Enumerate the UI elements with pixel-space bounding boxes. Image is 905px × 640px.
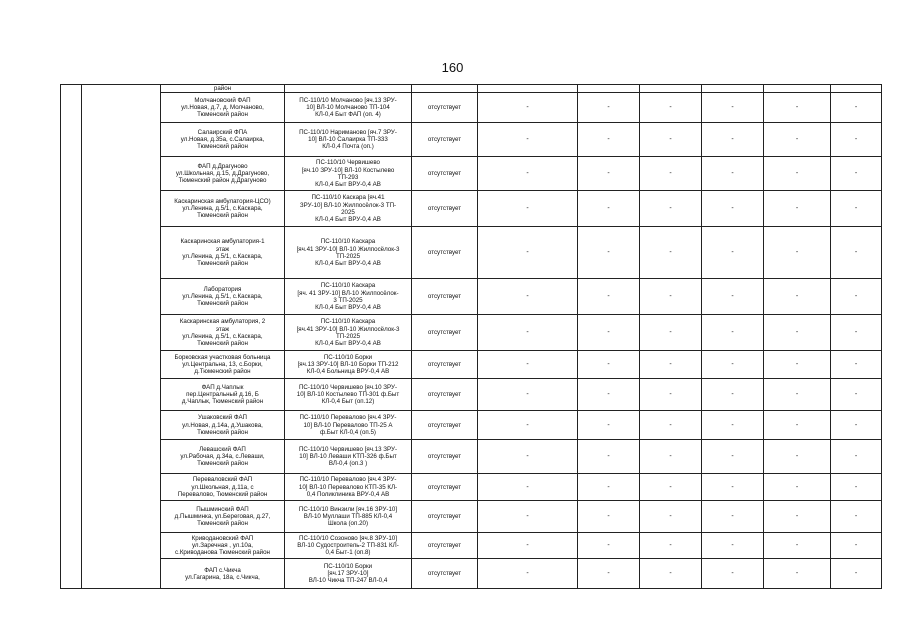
power-supply-cell [285,559,412,589]
facility-line: д.Тюменский район [194,368,251,376]
facility-line: Тюменский район д.Драгуново [178,177,267,185]
power-supply-line: 10] ВЛ-10 Перевалово ТП-25 А [303,421,393,429]
facility-line: Ушаковский ФАП [198,414,247,422]
value-cell: - [478,157,578,191]
value-cell: - [640,351,702,379]
table-row [61,279,882,315]
value-cell: - [764,379,831,411]
value-cell: - [831,191,882,227]
value-cell: - [640,191,702,227]
district-column-cell [82,85,161,589]
value-cell: - [831,379,882,411]
table-row [61,227,882,279]
facility-cell [161,157,285,191]
value-cell: - [578,315,640,351]
table-row [61,191,882,227]
power-supply-line: ПС-110/10 Каскара [яч.41 [311,194,385,202]
power-supply-cell [285,227,412,279]
facility-line: Тюменский район [197,212,248,220]
status-cell: отсутствует [412,191,478,227]
facility-cell [161,559,285,589]
facility-line: Переваловский ФАП [192,476,253,484]
value-cell: - [640,440,702,474]
facility-cell [161,123,285,157]
status-cell: отсутствует [412,379,478,411]
value-cell: - [578,157,640,191]
table-row [61,501,882,533]
value-cell: - [578,379,640,411]
value-cell: - [578,351,640,379]
facility-line: ФАП д.Драгуново [197,162,248,170]
status-cell: отсутствует [412,315,478,351]
facility-line: ул.Гагарина, 18а, с.Чикча, [185,573,260,581]
power-supply-cell [285,315,412,351]
facility-line: д.Пышминка, ул.Береговая, д.27, [174,513,271,521]
facility-line: Каскаринская амбулатория-1 [180,238,265,246]
power-supply-cell [285,123,412,157]
facility-line: Тюменский район [197,428,248,436]
value-cell: - [764,501,831,533]
table-row [61,559,882,589]
fragment-cell [764,85,831,93]
value-cell: - [764,559,831,589]
value-cell: - [640,157,702,191]
power-supply-line: ф.Быт КЛ-0,4 (оп.5) [320,428,376,436]
status-cell: отсутствует [412,227,478,279]
value-cell: - [578,93,640,123]
power-supply-line: ПС-110/10 Каскара [320,282,376,290]
facility-cell [161,351,285,379]
value-cell: - [764,474,831,501]
facility-line: ФАП с.Чикча [204,566,241,574]
fragment-cell [478,85,578,93]
fragment-cell [702,85,764,93]
facility-line: ул.Ленина, д.5/1, с.Каскара, [182,332,263,340]
value-cell: - [578,227,640,279]
fragment-cell [831,85,882,93]
status-cell: отсутствует [412,411,478,440]
power-supply-line: [яч.17 ЗРУ-10] [327,570,369,578]
status-cell: отсутствует [412,533,478,559]
value-cell: - [831,533,882,559]
facility-cell [161,191,285,227]
fragment-cell [412,85,478,93]
power-supply-cell [285,411,412,440]
power-supply-line: 10] ВЛ-10 Салаирка ТП-333 [308,136,388,144]
power-supply-line: 10] ВЛ-10 Костылево ТП-301 ф.Быт [296,391,400,399]
power-supply-line: 10] ВЛ-10 Молчаново ТП-104 [306,104,390,112]
facility-line: Тюменский район [197,300,248,308]
value-cell: - [640,93,702,123]
power-supply-line: КЛ-0,4 Быт (оп.12) [321,398,375,406]
facility-line: Молчановский ФАП [194,96,251,104]
value-cell: - [478,315,578,351]
value-cell: - [578,501,640,533]
facility-line: Тюменский район [197,111,248,119]
power-supply-line: КЛ-0,4 Быт ВРУ-0,4 АВ [315,259,381,267]
facility-cell [161,227,285,279]
power-supply-line: ПС-110/10 Созоново [яч.8 ЗРУ-10] [299,534,397,542]
power-supply-line: КЛ-0,4 Больница ВРУ-0,4 АВ [306,368,390,376]
page-number: 160 [441,60,464,75]
power-supply-line: ПС-110/10 Перевалово [яч.4 ЗРУ- [299,414,397,422]
status-cell: отсутствует [412,279,478,315]
table-row [61,474,882,501]
facility-line: Левашский ФАП [199,445,246,453]
power-supply-line: ПС-110/10 Борки [323,353,373,361]
table-row-fragment [61,85,882,93]
value-cell: - [831,279,882,315]
value-cell: - [764,123,831,157]
value-cell: - [702,93,764,123]
value-cell: - [578,279,640,315]
value-cell: - [478,191,578,227]
value-cell: - [640,379,702,411]
facility-line: Перевалово, Тюменский район [177,490,268,498]
facility-cell [161,279,285,315]
value-cell: - [640,123,702,157]
power-supply-line: КЛ-0,4 Быт ВРУ-0,4 АВ [315,215,381,223]
power-supply-line: ЗРУ-10] ВЛ-10 Жилпосёлок-3 ТП- [299,201,397,209]
power-supply-line: 3 ТП-2025 [333,296,363,304]
power-supply-line: [яч.13 ЗРУ-10] ВЛ-10 Борки ТП-212 [297,361,399,369]
power-supply-line: 0,4 Поликлиника ВРУ-0,4 АВ [306,490,390,498]
value-cell: - [702,559,764,589]
power-supply-line: [яч.41 ЗРУ-10] ВЛ-10 Жилпосёлок-3 [296,245,400,253]
value-cell: - [578,559,640,589]
value-cell: - [578,533,640,559]
value-cell: - [764,533,831,559]
facility-line: ул.Рабочая, д.34а, с.Леваши, [180,453,265,461]
value-cell: - [640,474,702,501]
value-cell: - [578,123,640,157]
power-supply-line: КЛ-0,4 Быт ВРУ-0,4 АВ [315,339,381,347]
power-supply-cell [285,440,412,474]
value-cell: - [831,474,882,501]
power-supply-line: [яч.41 ЗРУ-10] ВЛ-10 Жилпосёлок-3 [296,325,400,333]
value-cell: - [702,533,764,559]
facility-line: Тюменский район [197,460,248,468]
power-supply-line: ПС-110/10 Червишево [яч.10 ЗРУ- [298,383,398,391]
power-supply-cell [285,474,412,501]
table-row [61,315,882,351]
value-cell: - [831,351,882,379]
value-cell: - [478,279,578,315]
value-cell: - [702,315,764,351]
fragment-cell [640,85,702,93]
value-cell: - [578,474,640,501]
value-cell: - [478,559,578,589]
facility-line: ФАП д.Чаплык [201,383,244,391]
value-cell: - [764,227,831,279]
power-supply-cell [285,191,412,227]
facility-line: пер.Центральный д.16, Б [186,391,259,399]
power-supply-line: ПС-110/10 Молчаново [яч.13 ЗРУ- [299,96,397,104]
facility-line: Каскаринская амбулатория, 2 [179,318,266,326]
facility-line: ул.Новая, д.14а, д.Ушакова, [182,421,263,429]
facility-cell [161,93,285,123]
table-row [61,379,882,411]
facility-line: этаж [215,325,230,333]
power-supply-line: КЛ-0,4 Быт ВРУ-0,4 АВ [315,303,381,311]
power-supply-line: ПС-110/10 Червишево [316,159,380,167]
facility-line: ул.Ленина, д.5/1, с.Каскара, [182,252,263,260]
value-cell: - [831,559,882,589]
value-cell: - [702,501,764,533]
power-supply-line: ВЛ-0,4 (оп.3 ) [328,460,368,468]
value-cell: - [831,411,882,440]
value-cell: - [478,123,578,157]
value-cell: - [578,440,640,474]
table-row [61,411,882,440]
status-cell: отсутствует [412,474,478,501]
facility-cell [161,315,285,351]
value-cell: - [578,411,640,440]
facility-cell [161,379,285,411]
facility-line: Салаирский ФПА [197,128,248,136]
facility-line: Борковская участковая больница [174,353,271,361]
value-cell: - [702,279,764,315]
power-supply-cell [285,379,412,411]
table-row [61,123,882,157]
facility-fragment-cell: район [161,85,285,93]
fragment-cell [285,85,412,93]
value-cell: - [831,227,882,279]
facility-line: Пышминский ФАП [196,505,249,513]
status-cell: отсутствует [412,351,478,379]
facility-line: Тюменский район [197,520,248,528]
power-supply-line: ТП-293 [337,173,359,181]
power-supply-cell [285,157,412,191]
value-cell: - [478,93,578,123]
status-cell: отсутствует [412,440,478,474]
value-cell: - [702,351,764,379]
facility-line: ул.Новая, д.35а, с.Салаирка, [180,136,265,144]
facility-line: Тюменский район [197,143,248,151]
value-cell: - [764,279,831,315]
value-cell: - [478,351,578,379]
power-supply-line: ВЛ-10 Чикча ТП-247 ВЛ-0,4 [308,577,388,585]
power-supply-line: КЛ-0,4 Быт ФАП (оп. 4) [315,111,381,119]
facility-line: этаж [215,245,230,253]
facility-line: ул.Школьная, д.15, д.Драгуново, [175,170,270,178]
facility-line: Лаборатория [203,285,242,293]
facility-cell [161,501,285,533]
facility-line: д.Чаплык, Тюменский район [181,398,264,406]
value-cell: - [764,411,831,440]
value-cell: - [764,440,831,474]
value-cell: - [702,440,764,474]
power-supply-cell [285,501,412,533]
facility-cell [161,474,285,501]
table-row [61,157,882,191]
value-cell: - [831,315,882,351]
table-row [61,533,882,559]
power-supply-line: ПС-110/10 Нариманово [яч.7 ЗРУ- [299,128,397,136]
facility-line: Тюменский район [197,339,248,347]
value-cell: - [640,411,702,440]
facility-line: Криводановский ФАП [191,534,254,542]
power-supply-cell [285,351,412,379]
value-cell: - [478,440,578,474]
value-cell: - [478,411,578,440]
table-row [61,440,882,474]
value-cell: - [640,315,702,351]
power-supply-line: 10] ВЛ-10 Леваши КТП-326 ф.Быт [299,453,397,461]
power-supply-line: [яч.10 ЗРУ-10] ВЛ-10 Костылево [301,166,395,174]
value-cell: - [478,227,578,279]
facility-line: Тюменский район [197,259,248,267]
facility-cell [161,533,285,559]
power-supply-line: 2025 [341,208,355,216]
facility-cell [161,440,285,474]
value-cell: - [702,123,764,157]
table-row [61,351,882,379]
value-cell: - [640,559,702,589]
facility-line: ул.Ленина, д.5/1, с.Каскара, [182,293,263,301]
power-supply-line: ПС-110/10 Перевалово [яч.4 ЗРУ- [299,476,397,484]
power-supply-line: 0,4 Быт-1 (оп.8) [325,549,371,557]
power-supply-line: ПС-110/10 Каскара [320,318,376,326]
status-cell: отсутствует [412,157,478,191]
power-supply-cell [285,93,412,123]
status-cell: отсутствует [412,93,478,123]
index-column-cell [61,85,82,589]
facility-line: ул.Новая, д.7, д. Молчаново, [181,104,264,112]
power-supply-cell [285,279,412,315]
status-cell: отсутствует [412,501,478,533]
value-cell: - [702,191,764,227]
power-supply-line: ВЛ-10 Судостроитель-2 ТП-831 КЛ- [297,542,399,550]
facility-line: ул.Центральна, 13, с.Борки, [182,361,263,369]
value-cell: - [831,93,882,123]
value-cell: - [764,351,831,379]
facility-line: ул.Школьная, д.11а, с [191,483,254,491]
power-supply-line: ВЛ-10 Муллаши ТП-885 КЛ-0,4 [303,513,393,521]
power-supply-line: 10] ВЛ-10 Перевалово КТП-35 КЛ- [298,483,398,491]
power-supply-line: ТП-2025 [335,252,361,260]
value-cell: - [764,93,831,123]
value-cell: - [702,411,764,440]
value-cell: - [764,315,831,351]
power-supply-line: ПС-110/10 Каскара [320,238,376,246]
power-supply-line: ПС-110/10 Винзили [яч.16 ЗРУ-10] [298,505,398,513]
value-cell: - [578,191,640,227]
status-cell: отсутствует [412,559,478,589]
status-cell: отсутствует [412,123,478,157]
facility-cell [161,411,285,440]
power-supply-line: Школа (оп.20) [327,520,369,528]
facility-line: Каскаринская амбулатория-ЦСО) [174,197,271,205]
value-cell: - [478,533,578,559]
value-cell: - [640,501,702,533]
facility-line: ул.Заречная , ул.10а, [191,542,254,550]
value-cell: - [478,501,578,533]
power-supply-line: ПС-110/10 Червишево [яч.13 ЗРУ- [298,445,398,453]
power-supply-line: [яч. 41 ЗРУ-10] ВЛ-10 Жилпосёлок- [297,289,399,297]
power-supply-line: ПС-110/10 Борки [323,562,373,570]
value-cell: - [764,157,831,191]
value-cell: - [702,379,764,411]
value-cell: - [478,379,578,411]
document-table [60,84,882,589]
value-cell: - [640,533,702,559]
value-cell: - [831,501,882,533]
power-supply-cell [285,533,412,559]
power-supply-line: КЛ-0,4 Почта (оп.) [322,143,374,151]
value-cell: - [702,157,764,191]
value-cell: - [702,474,764,501]
fragment-cell [578,85,640,93]
value-cell: - [764,191,831,227]
value-cell: - [640,227,702,279]
value-cell: - [831,440,882,474]
value-cell: - [640,279,702,315]
value-cell: - [478,474,578,501]
value-cell: - [702,227,764,279]
table-row [61,93,882,123]
facility-line: с.Криводанова Тюменский район [175,549,270,557]
power-supply-line: ТП-2025 [335,332,361,340]
facility-line: ул.Ленина, д.5/1, с.Каскара, [182,205,263,213]
value-cell: - [831,157,882,191]
power-supply-line: КЛ-0,4 Быт ВРУ-0,4 АВ [315,180,381,188]
value-cell: - [831,123,882,157]
